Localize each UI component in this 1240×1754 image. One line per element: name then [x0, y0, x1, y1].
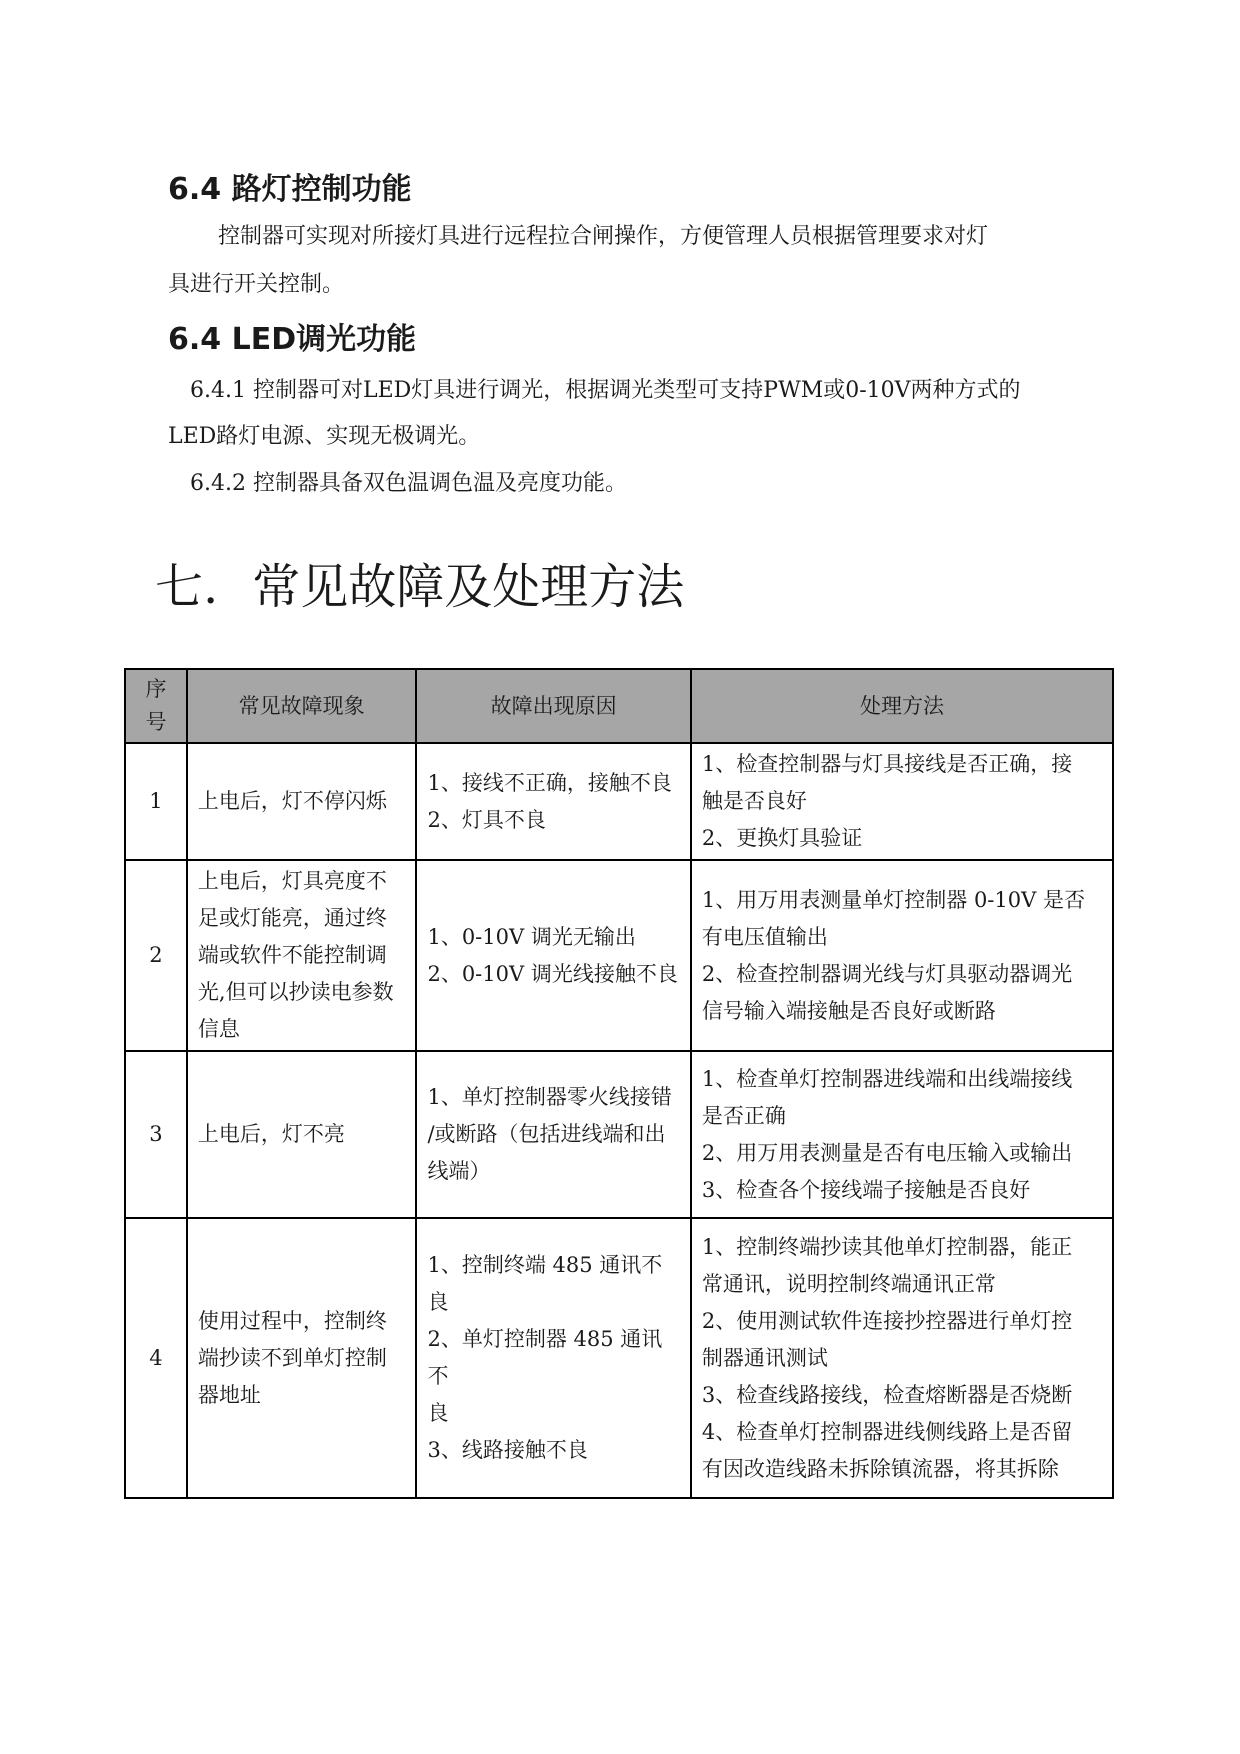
table-row [125, 1051, 1113, 1218]
row-seq: 2 [125, 860, 187, 1051]
row-solution: 1、检查控制器与灯具接线是否正确，接 触是否良好 2、更换灯具验证 [691, 743, 1113, 860]
chapter-title-text: 常见故障及处理方法 [252, 559, 685, 615]
row-solution: 1、用万用表测量单灯控制器 0-10V 是否 有电压值输出 2、检查控制器调光线与灯具驱动器调光 信号输入端接触是否良好或断路 [691, 860, 1113, 1051]
row-cause: 1、控制终端 485 通讯不良 2、单灯控制器 485 通讯不 良 3、线路接触不良 [416, 1218, 690, 1498]
fault-table-header-row [125, 669, 1113, 743]
table-row [125, 1218, 1113, 1498]
led-dimming-item1-line1: 6.4.1 控制器可对LED灯具进行调光，根据调光类型可支持PWM或0-10V两种方式的 [190, 378, 1021, 403]
header-cause: 故障出现原因 [416, 669, 690, 743]
led-dimming-item2: 6.4.2 控制器具备双色温调色温及亮度功能。 [190, 471, 627, 496]
row-seq: 1 [125, 743, 187, 860]
row-solution: 1、控制终端抄读其他单灯控制器，能正 常通讯，说明控制终端通讯正常 2、使用测试软件连接抄控器进行单灯控 制器通讯测试 3、检查线路接线，检查熔断器是否烧断 4、检查单灯控制器进线侧线路上是否留 有因改造线路未拆除镇流器，将其拆除 [691, 1218, 1113, 1498]
streetlight-control-paragraph-line1: 控制器可实现对所接灯具进行远程拉合闸操作，方便管理人员根据管理要求对灯 [218, 224, 989, 249]
chapter-number: 七. [155, 559, 219, 615]
row-cause: 1、接线不正确，接触不良 2、灯具不良 [416, 743, 690, 860]
table-row [125, 743, 1113, 860]
row-solution: 1、检查单灯控制器进线端和出线端接线 是否正确 2、用万用表测量是否有电压输入或输出 3、检查各个接线端子接触是否良好 [691, 1051, 1113, 1218]
row-symptom: 上电后，灯不亮 [187, 1051, 417, 1218]
header-symptom: 常见故障现象 [187, 669, 417, 743]
section-heading-led-dimming: 6.4 LED调光功能 [168, 322, 417, 357]
row-cause: 1、单灯控制器零火线接错 /或断路（包括进线端和出 线端） [416, 1051, 690, 1218]
row-seq: 4 [125, 1218, 187, 1498]
header-seq: 序 号 [125, 669, 187, 743]
row-symptom: 上电后，灯不停闪烁 [187, 743, 417, 860]
row-cause: 1、0-10V 调光无输出 2、0-10V 调光线接触不良 [416, 860, 690, 1051]
header-solution: 处理方法 [691, 669, 1113, 743]
chapter-title [155, 555, 684, 619]
table-row [125, 860, 1113, 1051]
led-dimming-item1-line2: LED路灯电源、实现无极调光。 [168, 424, 481, 449]
fault-table [124, 668, 1114, 1499]
row-symptom: 上电后，灯具亮度不 足或灯能亮，通过终 端或软件不能控制调 光,但可以抄读电参数 信息 [187, 860, 417, 1051]
streetlight-control-paragraph-line2: 具进行开关控制。 [168, 272, 345, 297]
row-symptom: 使用过程中，控制终 端抄读不到单灯控制 器地址 [187, 1218, 417, 1498]
section-heading-streetlight-control: 6.4 路灯控制功能 [168, 172, 412, 207]
row-seq: 3 [125, 1051, 187, 1218]
